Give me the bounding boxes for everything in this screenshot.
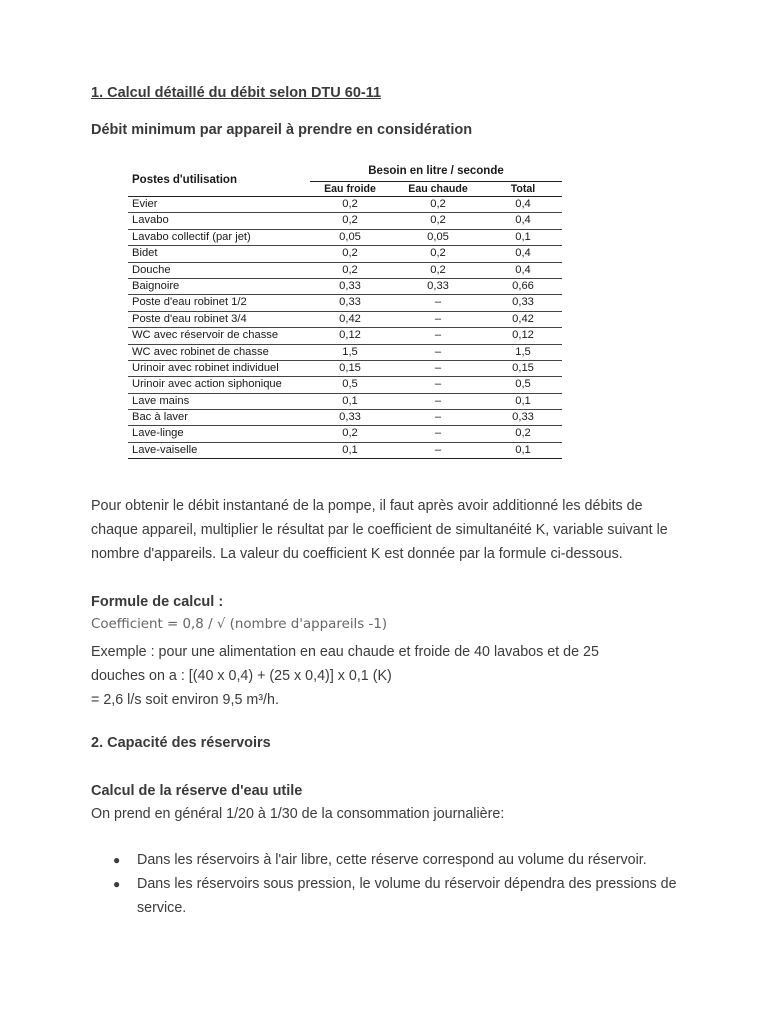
cell-total: 0,2 bbox=[515, 427, 531, 440]
cell-eau-chaude: – bbox=[434, 443, 442, 456]
cell-poste: Lave-vaiselle bbox=[132, 443, 198, 456]
cell-eau-chaude: – bbox=[434, 361, 442, 374]
table-row bbox=[128, 197, 562, 213]
table-row bbox=[128, 361, 562, 377]
cell-poste: Evier bbox=[132, 198, 158, 210]
cell-eau-froide: 0,5 bbox=[342, 378, 358, 391]
cell-total: 0,1 bbox=[515, 443, 531, 456]
list-item bbox=[91, 872, 711, 920]
cell-poste: Bidet bbox=[132, 247, 158, 260]
table-row bbox=[128, 312, 562, 328]
cell-eau-froide: 0,2 bbox=[342, 427, 358, 440]
cell-poste: Lave mains bbox=[132, 394, 190, 407]
cell-total: 0,42 bbox=[512, 312, 534, 325]
cell-poste: WC avec réservoir de chasse bbox=[132, 329, 279, 342]
cell-eau-froide: 0,1 bbox=[342, 394, 358, 407]
cell-eau-chaude: 0,2 bbox=[430, 214, 446, 227]
list-item bbox=[91, 848, 711, 872]
cell-total: 0,12 bbox=[512, 329, 534, 342]
cell-eau-froide: 0,15 bbox=[339, 361, 361, 374]
cell-eau-froide: 1,5 bbox=[342, 345, 358, 358]
cell-eau-froide: 0,2 bbox=[342, 247, 358, 260]
cell-eau-chaude: – bbox=[434, 345, 442, 358]
cell-poste: Bac à laver bbox=[132, 411, 188, 424]
cell-eau-froide: 0,12 bbox=[339, 329, 361, 342]
table-row bbox=[128, 394, 562, 410]
cell-eau-chaude: – bbox=[434, 378, 442, 391]
table-row bbox=[128, 279, 562, 295]
cell-total: 0,5 bbox=[515, 378, 531, 391]
table-row bbox=[128, 345, 562, 361]
table-row bbox=[128, 377, 562, 393]
debit-table bbox=[128, 160, 562, 459]
table-row bbox=[128, 410, 562, 426]
formule-expression: Coefficient = 0,8 / √ (nombre d'appareils -1) bbox=[91, 617, 388, 632]
cell-eau-froide: 0,33 bbox=[339, 296, 361, 309]
table-row bbox=[128, 328, 562, 344]
exemple-block bbox=[91, 640, 691, 712]
table-row bbox=[128, 443, 562, 459]
table-row bbox=[128, 263, 562, 279]
cell-poste: Douche bbox=[132, 263, 171, 276]
cell-eau-chaude: 0,2 bbox=[430, 198, 446, 210]
header-total: Total bbox=[510, 183, 536, 195]
header-postes: Postes d'utilisation bbox=[132, 174, 237, 186]
cell-total: 0,1 bbox=[515, 394, 531, 407]
cell-eau-chaude: – bbox=[434, 296, 442, 309]
cell-eau-chaude: – bbox=[434, 312, 442, 325]
cell-total: 0,4 bbox=[515, 214, 531, 227]
cell-total: 0,4 bbox=[515, 198, 531, 210]
bullet-icon: ● bbox=[113, 853, 121, 867]
table-header-columns bbox=[128, 182, 562, 197]
header-besoin: Besoin en litre / seconde bbox=[368, 165, 504, 177]
formule-title: Formule de calcul : bbox=[91, 594, 224, 610]
cell-poste: Lave-linge bbox=[132, 427, 184, 440]
section-2-intro: On prend en général 1/20 à 1/30 de la consommation journalière: bbox=[91, 806, 505, 822]
cell-eau-chaude: – bbox=[434, 394, 442, 407]
table-row bbox=[128, 426, 562, 442]
cell-poste: WC avec robinet de chasse bbox=[132, 345, 269, 358]
cell-eau-chaude: 0,2 bbox=[430, 263, 446, 276]
cell-poste: Baignoire bbox=[132, 279, 180, 292]
header-eau-chaude: Eau chaude bbox=[408, 183, 468, 195]
section-2-title: 2. Capacité des réservoirs bbox=[91, 735, 271, 751]
table-row bbox=[128, 213, 562, 229]
exemple-line: Exemple : pour une alimentation en eau chaude et froide de 40 lavabos et de 25 bbox=[91, 644, 599, 660]
cell-total: 0,33 bbox=[512, 296, 534, 309]
cell-eau-chaude: 0,05 bbox=[427, 230, 449, 243]
bullet-list bbox=[91, 848, 711, 920]
cell-total: 1,5 bbox=[515, 345, 531, 358]
table-body bbox=[128, 197, 562, 459]
table-header-group bbox=[128, 160, 562, 186]
section-1-title: 1. Calcul détaillé du débit selon DTU 60-11 bbox=[91, 85, 382, 101]
exemple-line: = 2,6 l/s soit environ 9,5 m³/h. bbox=[91, 692, 279, 708]
cell-total: 0,33 bbox=[512, 411, 534, 424]
cell-eau-chaude: 0,33 bbox=[427, 279, 449, 292]
table-row bbox=[128, 230, 562, 246]
cell-poste: Lavabo collectif (par jet) bbox=[132, 230, 251, 243]
list-item-text: Dans les réservoirs à l'air libre, cette réserve correspond au volume du réservoir. bbox=[137, 852, 647, 868]
cell-poste: Urinoir avec action siphonique bbox=[132, 378, 282, 391]
cell-eau-froide: 0,05 bbox=[339, 230, 361, 243]
exemple-line: douches on a : [(40 x 0,4) + (25 x 0,4)] x 0,1 (K) bbox=[91, 668, 392, 684]
section-1-subtitle: Débit minimum par appareil à prendre en considération bbox=[91, 122, 473, 138]
cell-poste: Poste d'eau robinet 3/4 bbox=[132, 312, 247, 325]
cell-total: 0,1 bbox=[515, 230, 531, 243]
table-row bbox=[128, 246, 562, 262]
cell-eau-froide: 0,1 bbox=[342, 443, 358, 456]
cell-total: 0,4 bbox=[515, 263, 531, 276]
cell-eau-chaude: – bbox=[434, 411, 442, 424]
cell-total: 0,15 bbox=[512, 361, 534, 374]
cell-eau-froide: 0,33 bbox=[339, 411, 361, 424]
cell-poste: Poste d'eau robinet 1/2 bbox=[132, 296, 247, 309]
bullet-icon: ● bbox=[113, 877, 121, 891]
cell-total: 0,66 bbox=[512, 279, 534, 292]
table-row bbox=[128, 295, 562, 311]
cell-eau-froide: 0,42 bbox=[339, 312, 361, 325]
cell-poste: Lavabo bbox=[132, 214, 169, 227]
paragraph-debit-instantane: Pour obtenir le débit instantané de la pompe, il faut après avoir additionné les débits de chaque appareil, multiplier le résultat par le coefficient de simultanéité K, variable suivant le nombre d'appareils. La valeur du coefficient K est donnée par la formule ci-dessous. bbox=[91, 498, 668, 562]
header-eau-froide: Eau froide bbox=[324, 183, 376, 195]
cell-eau-froide: 0,2 bbox=[342, 214, 358, 227]
cell-eau-chaude: – bbox=[434, 329, 442, 342]
cell-poste: Urinoir avec robinet individuel bbox=[132, 361, 279, 374]
cell-eau-chaude: 0,2 bbox=[430, 247, 446, 260]
list-item-text: Dans les réservoirs sous pression, le volume du réservoir dépendra des pressions de service. bbox=[137, 876, 677, 916]
cell-eau-chaude: – bbox=[434, 427, 442, 440]
cell-total: 0,4 bbox=[515, 247, 531, 260]
section-2-subtitle: Calcul de la réserve d'eau utile bbox=[91, 783, 303, 799]
cell-eau-froide: 0,2 bbox=[342, 198, 358, 210]
cell-eau-froide: 0,33 bbox=[339, 279, 361, 292]
cell-eau-froide: 0,2 bbox=[342, 263, 358, 276]
